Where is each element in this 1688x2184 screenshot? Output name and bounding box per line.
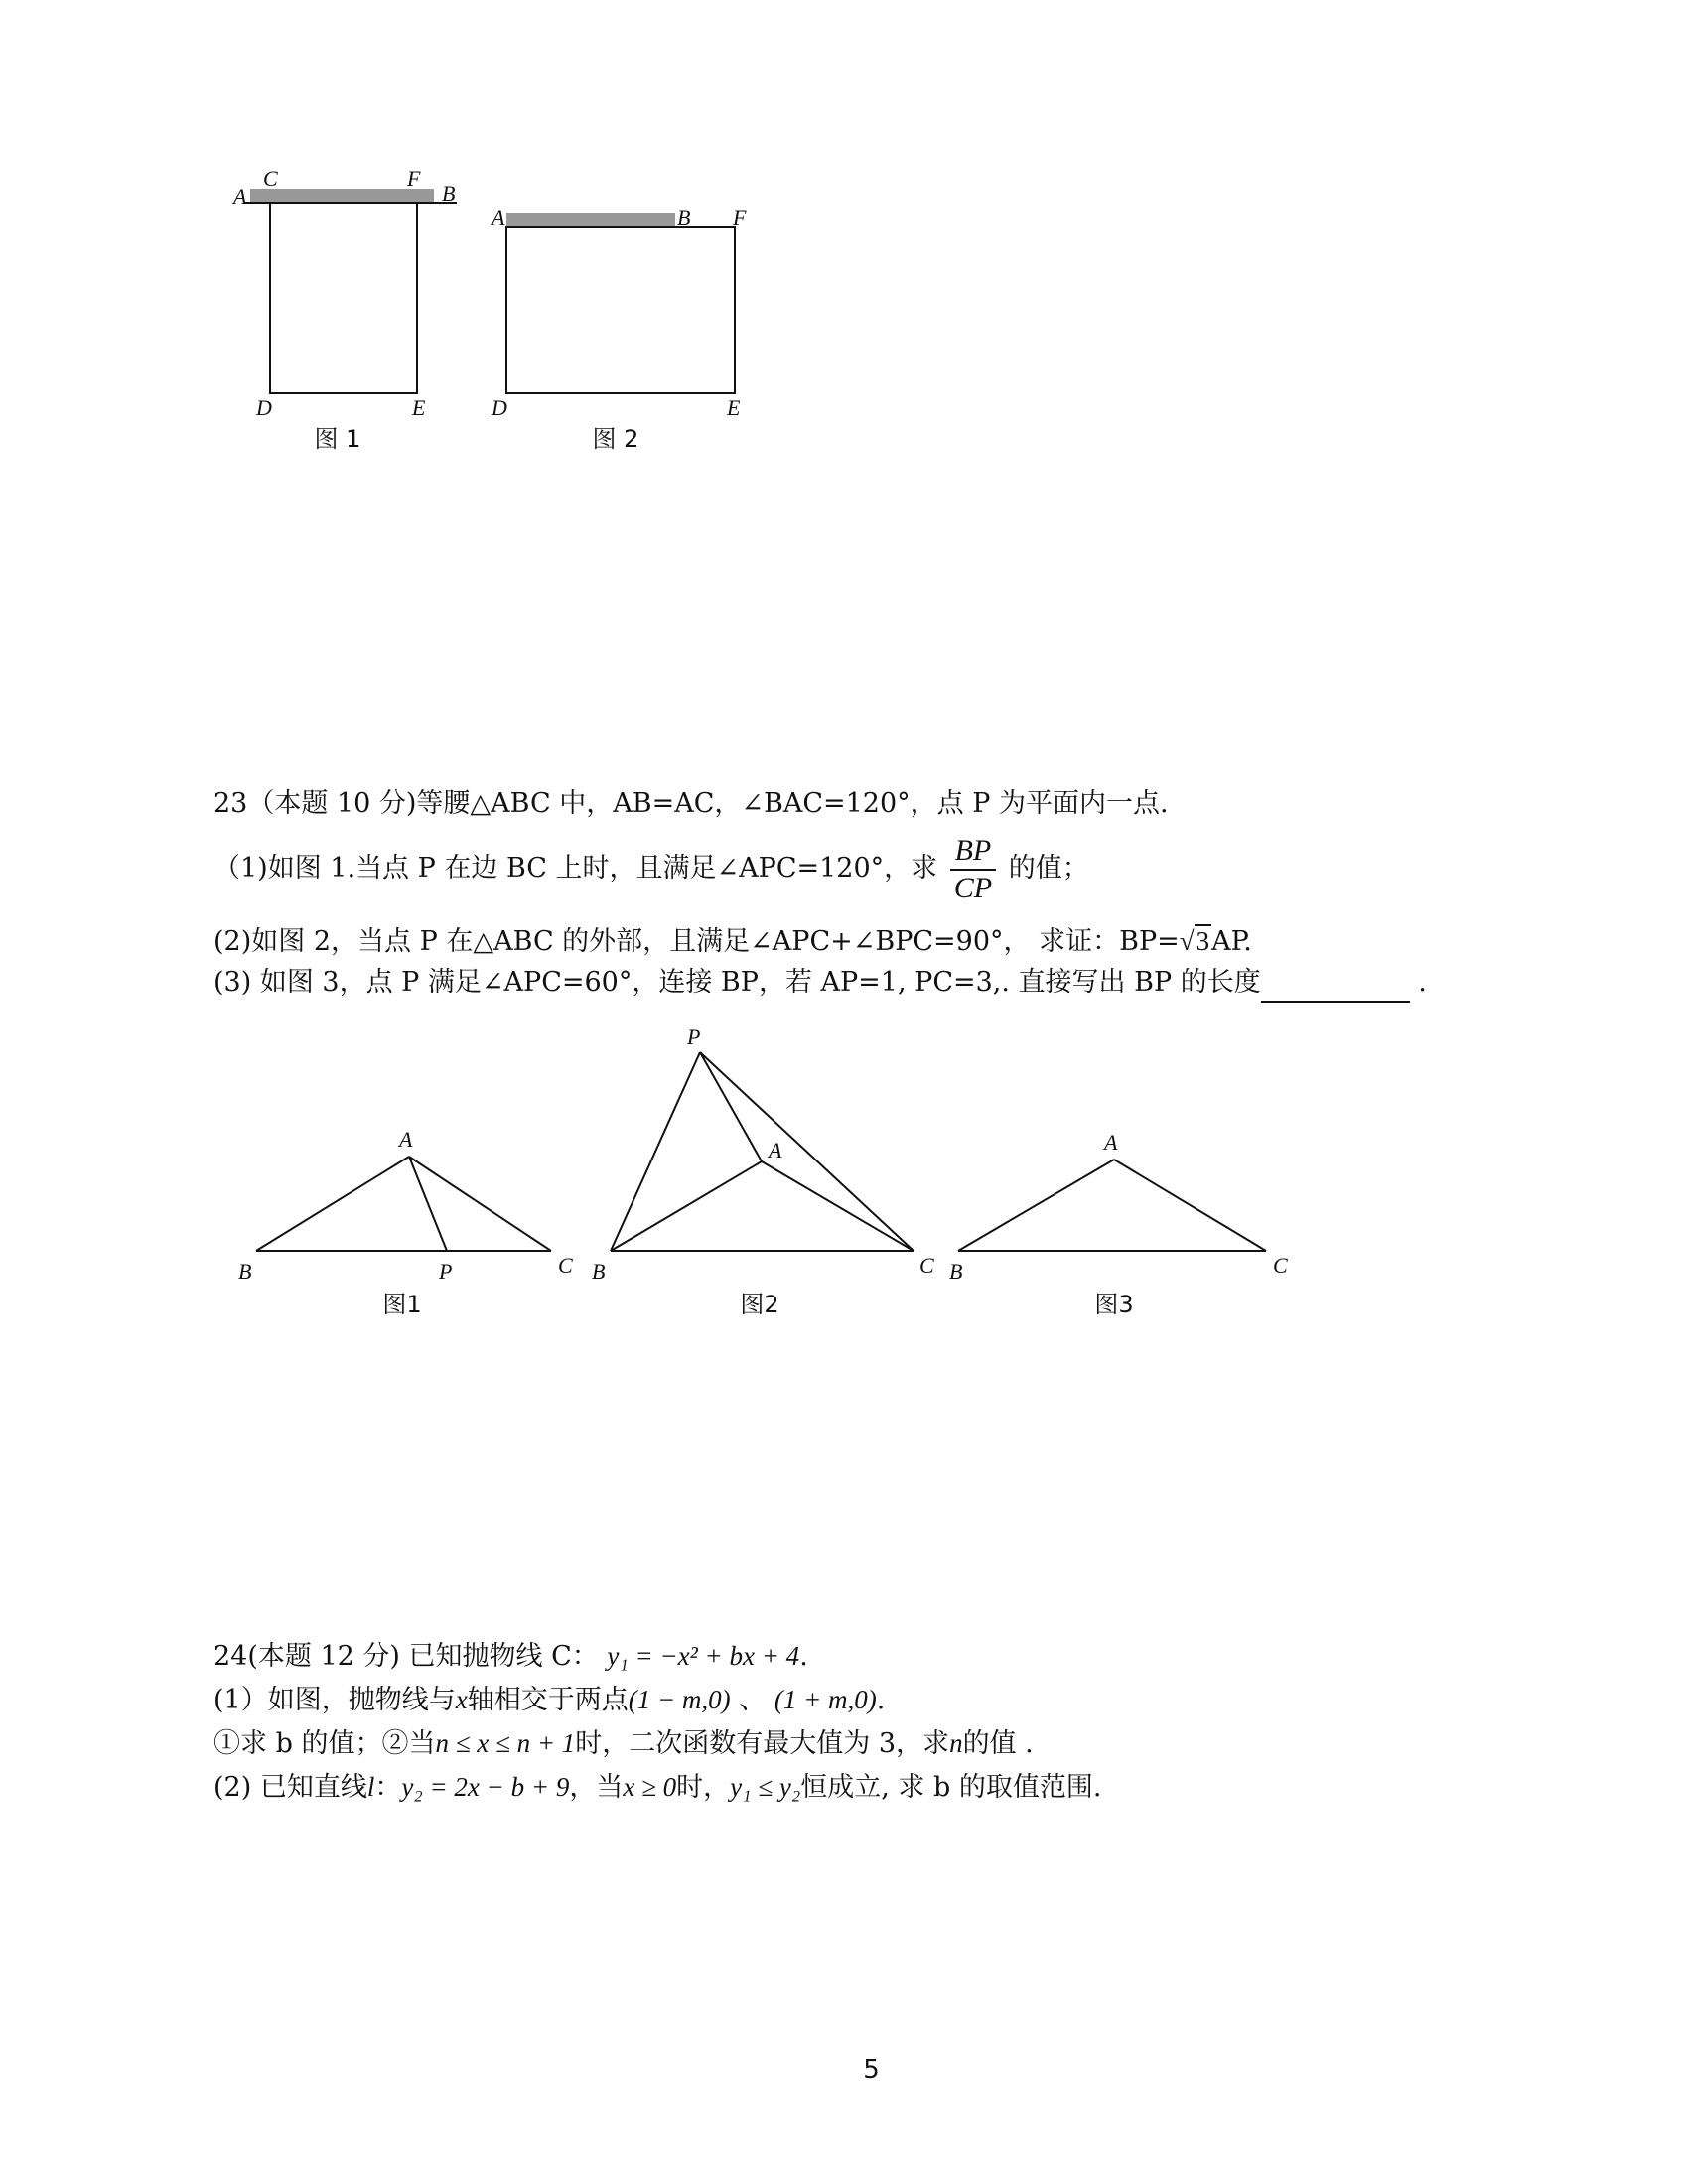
fig2-label-a: A	[492, 205, 505, 230]
fig2-label-e: E	[727, 395, 741, 420]
q23-fig3-caption: 图3	[1094, 1291, 1134, 1318]
fig1-rect	[270, 203, 417, 393]
fig1-seg-ap	[409, 1157, 447, 1251]
fig2-rect	[506, 227, 735, 393]
top-figures	[218, 159, 774, 457]
fig1-label-b: B	[442, 181, 456, 205]
q23-fig2	[611, 1052, 914, 1251]
q24-line4: (2) 已知直线l：y₂ = 2x − b + 9，当x ≥ 0时，y₁ ≤ y₂恒成立, 求 b 的取值范围.	[213, 1772, 1102, 1803]
fig3-seg-ac	[1114, 1160, 1266, 1251]
q23-fig1-label-b: B	[238, 1259, 252, 1284]
fig1-seg-ac	[409, 1157, 551, 1251]
fig3-seg-ba	[958, 1160, 1114, 1251]
fig1-bar	[250, 189, 434, 203]
fig1-label-f: F	[407, 166, 421, 191]
page-number: 5	[863, 2055, 880, 2085]
top-fig1	[231, 166, 457, 453]
fig2-seg-ac	[762, 1161, 914, 1251]
fig1-label-d: D	[256, 395, 272, 420]
q23-fig1-caption: 图1	[382, 1291, 422, 1318]
fig2-seg-ba	[611, 1161, 762, 1251]
q23-fig1	[256, 1157, 551, 1251]
fig2-label-f: F	[733, 205, 747, 230]
fig1-seg-ba	[256, 1157, 409, 1251]
q23-line4: (3) 如图 3，点 P 满足∠APC=60°，连接 BP，若 AP=1, PC=3,. 直接写出 BP 的长度 .	[213, 963, 1427, 1003]
fig1-caption: 图 1	[314, 425, 361, 453]
q24-line2: (1）如图，抛物线与x轴相交于两点(1 − m,0) 、 (1 + m,0).	[213, 1685, 886, 1715]
q23-fig3-label-a: A	[1104, 1130, 1118, 1155]
q23-fig2-label-a: A	[769, 1138, 782, 1162]
q23-fig3	[958, 1160, 1266, 1251]
q23-fig2-label-p: P	[687, 1024, 701, 1049]
q23-fig2-label-b: B	[592, 1259, 606, 1284]
q23-fig3-label-b: B	[949, 1259, 963, 1284]
q23-line1: 23（本题 10 分)等腰△ABC 中，AB=AC，∠BAC=120°，点 P 为平面内一点.	[213, 788, 1169, 819]
fig1-label-a: A	[233, 184, 247, 208]
answer-blank	[1261, 971, 1410, 1003]
fig2-bar	[506, 213, 675, 227]
q23-fig2-label-c: C	[919, 1253, 934, 1278]
fig2-seg-pc	[700, 1052, 914, 1251]
q23-fig1-label-c: C	[558, 1253, 573, 1278]
q23-fig1-label-a: A	[399, 1127, 413, 1152]
fig2-seg-bp	[611, 1052, 700, 1251]
q23-fig1-label-p: P	[439, 1259, 453, 1284]
fig1-label-e: E	[412, 395, 426, 420]
q23-figures	[228, 1023, 1321, 1340]
q23-line2: （1)如图 1.当点 P 在边 BC 上时，且满足∠APC=120°，求 $\frac{BP}{CP}$ 的值；	[213, 833, 1089, 904]
fig1-label-c: C	[263, 166, 278, 191]
q23-line3: (2)如图 2，当点 P 在△ABC 的外部，且满足∠APC+∠BPC=90°， 求证：BP=√3AP.	[213, 921, 1252, 962]
q23-fig3-label-c: C	[1273, 1253, 1288, 1278]
sqrt-3: √3	[1179, 926, 1210, 956]
q24-line3: ①求 b 的值；②当n ≤ x ≤ n + 1时，二次函数有最大值为 3，求n的值 .	[213, 1728, 1034, 1759]
q23-fig2-caption: 图2	[740, 1291, 779, 1318]
fig2-seg-pa	[700, 1052, 762, 1161]
q24-line1: 24(本题 12 分) 已知抛物线 C： y₁ = −x² + bx + 4.	[213, 1641, 808, 1672]
top-fig2	[490, 205, 747, 453]
fig2-caption: 图 2	[592, 425, 639, 453]
fig2-label-d: D	[492, 395, 507, 420]
fraction-bp-cp: $\frac{BP}{CP}$	[950, 833, 996, 906]
fig2-label-b: B	[677, 205, 691, 230]
